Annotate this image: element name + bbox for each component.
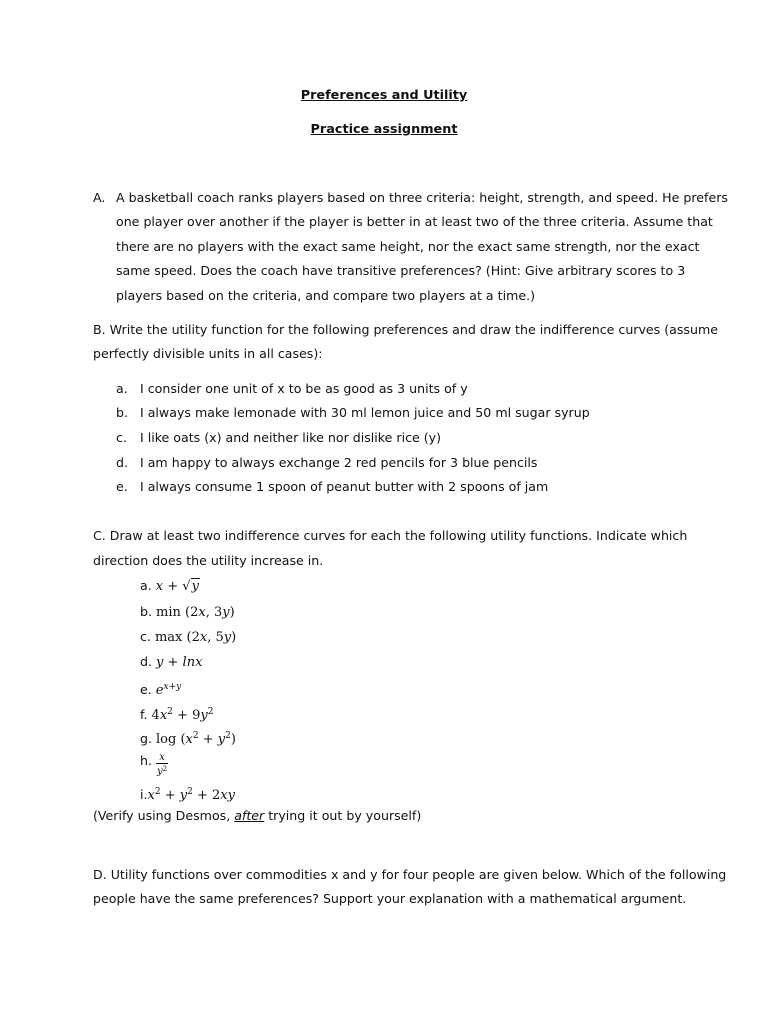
fn-label: b. [140,604,152,619]
section-b-item-marker: b. [116,405,128,420]
verify-note-emphasis: after [234,808,265,823]
utility-function-d [140,654,202,671]
math-expression: $\log (x^2 + y^2)$ [156,731,236,747]
section-b-item-marker: a. [116,381,128,396]
fn-name: min [156,605,181,620]
fn-label: g. [140,731,152,746]
section-b-item: I always consume 1 spoon of peanut butter with 2 spoons of jam [140,479,549,494]
fn-label: d. [140,654,152,669]
section-a-line-1: A basketball coach ranks players based on three criteria: height, strength, and speed. He prefers [116,190,728,205]
section-a-line-3: there are no players with the exact same height, nor the exact same strength, nor the exact [116,239,700,254]
section-d-line-1: D. Utility functions over commodities x and y for four people are given below. Which of the following [93,867,727,882]
section-a-line-4: same speed. Does the coach have transitive preferences? (Hint: Give arbitrary scores to 3 [116,263,686,278]
fn-label: h. [140,753,152,768]
page-title: Preferences and Utility [300,88,468,103]
fn-label: i. [140,787,148,802]
section-b-line-1: B. Write the utility function for the following preferences and draw the indifference curves (assume [93,322,718,337]
utility-function-a [140,578,200,595]
utility-function-e [140,679,181,699]
math-expression: $e^{x+y}$ [155,682,182,698]
fn-name: max [154,630,183,645]
math-expression: min (2x, 3y) [156,605,235,620]
section-b-line-2: perfectly divisible units in all cases): [93,346,323,361]
verify-note-after: trying it out by yourself) [264,808,422,823]
utility-function-g [140,728,236,748]
section-b-item: I always make lemonade with 30 ml lemon juice and 50 ml sugar syrup [140,405,590,420]
math-expression: max (2x, 5y) [154,630,237,645]
verify-note-before: (Verify using Desmos, [93,808,235,823]
section-b-item-marker: d. [116,455,128,470]
section-b-item: I like oats (x) and neither like nor dislike rice (y) [140,430,442,445]
utility-function-f [140,704,213,724]
utility-function-i [140,784,235,804]
utility-function-h [140,753,168,777]
section-b-item: I am happy to always exchange 2 red pencils for 3 blue pencils [140,455,538,470]
fn-label: a. [140,578,152,593]
section-a-marker: A. [93,190,106,205]
math-expression: $4x^2 + 9y^2$ [151,707,214,723]
fn-label: c. [140,629,151,644]
section-b-item-marker: e. [116,479,128,494]
section-b-item: I consider one unit of x to be as good as 3 units of y [140,381,468,396]
page-subtitle: Practice assignment [310,122,458,137]
section-c-line-1: C. Draw at least two indifference curves for each the following utility functions. Indicate which [93,528,688,543]
section-a-line-5: players based on the criteria, and compare two players at a time.) [116,288,536,303]
math-expression: y + lnx [156,655,203,670]
math-expression: $\frac{x}{y^2}$ [157,752,168,777]
fn-name: log [156,732,177,747]
section-c-line-2: direction does the utility increase in. [93,553,324,568]
fn-label: f. [140,707,148,722]
math-expression: x + √y [155,579,199,594]
math-expression: $x^2 + y^2 + 2xy$ [147,787,235,803]
verify-note [93,808,421,824]
utility-function-b [140,604,235,621]
section-d-line-2: people have the same preferences? Support your explanation with a mathematical argument. [93,891,687,906]
utility-function-c [140,629,236,646]
fn-label: e. [140,682,152,697]
section-a-line-2: one player over another if the player is better in at least two of the three criteria. Assume that [116,214,713,229]
section-b-item-marker: c. [116,430,127,445]
